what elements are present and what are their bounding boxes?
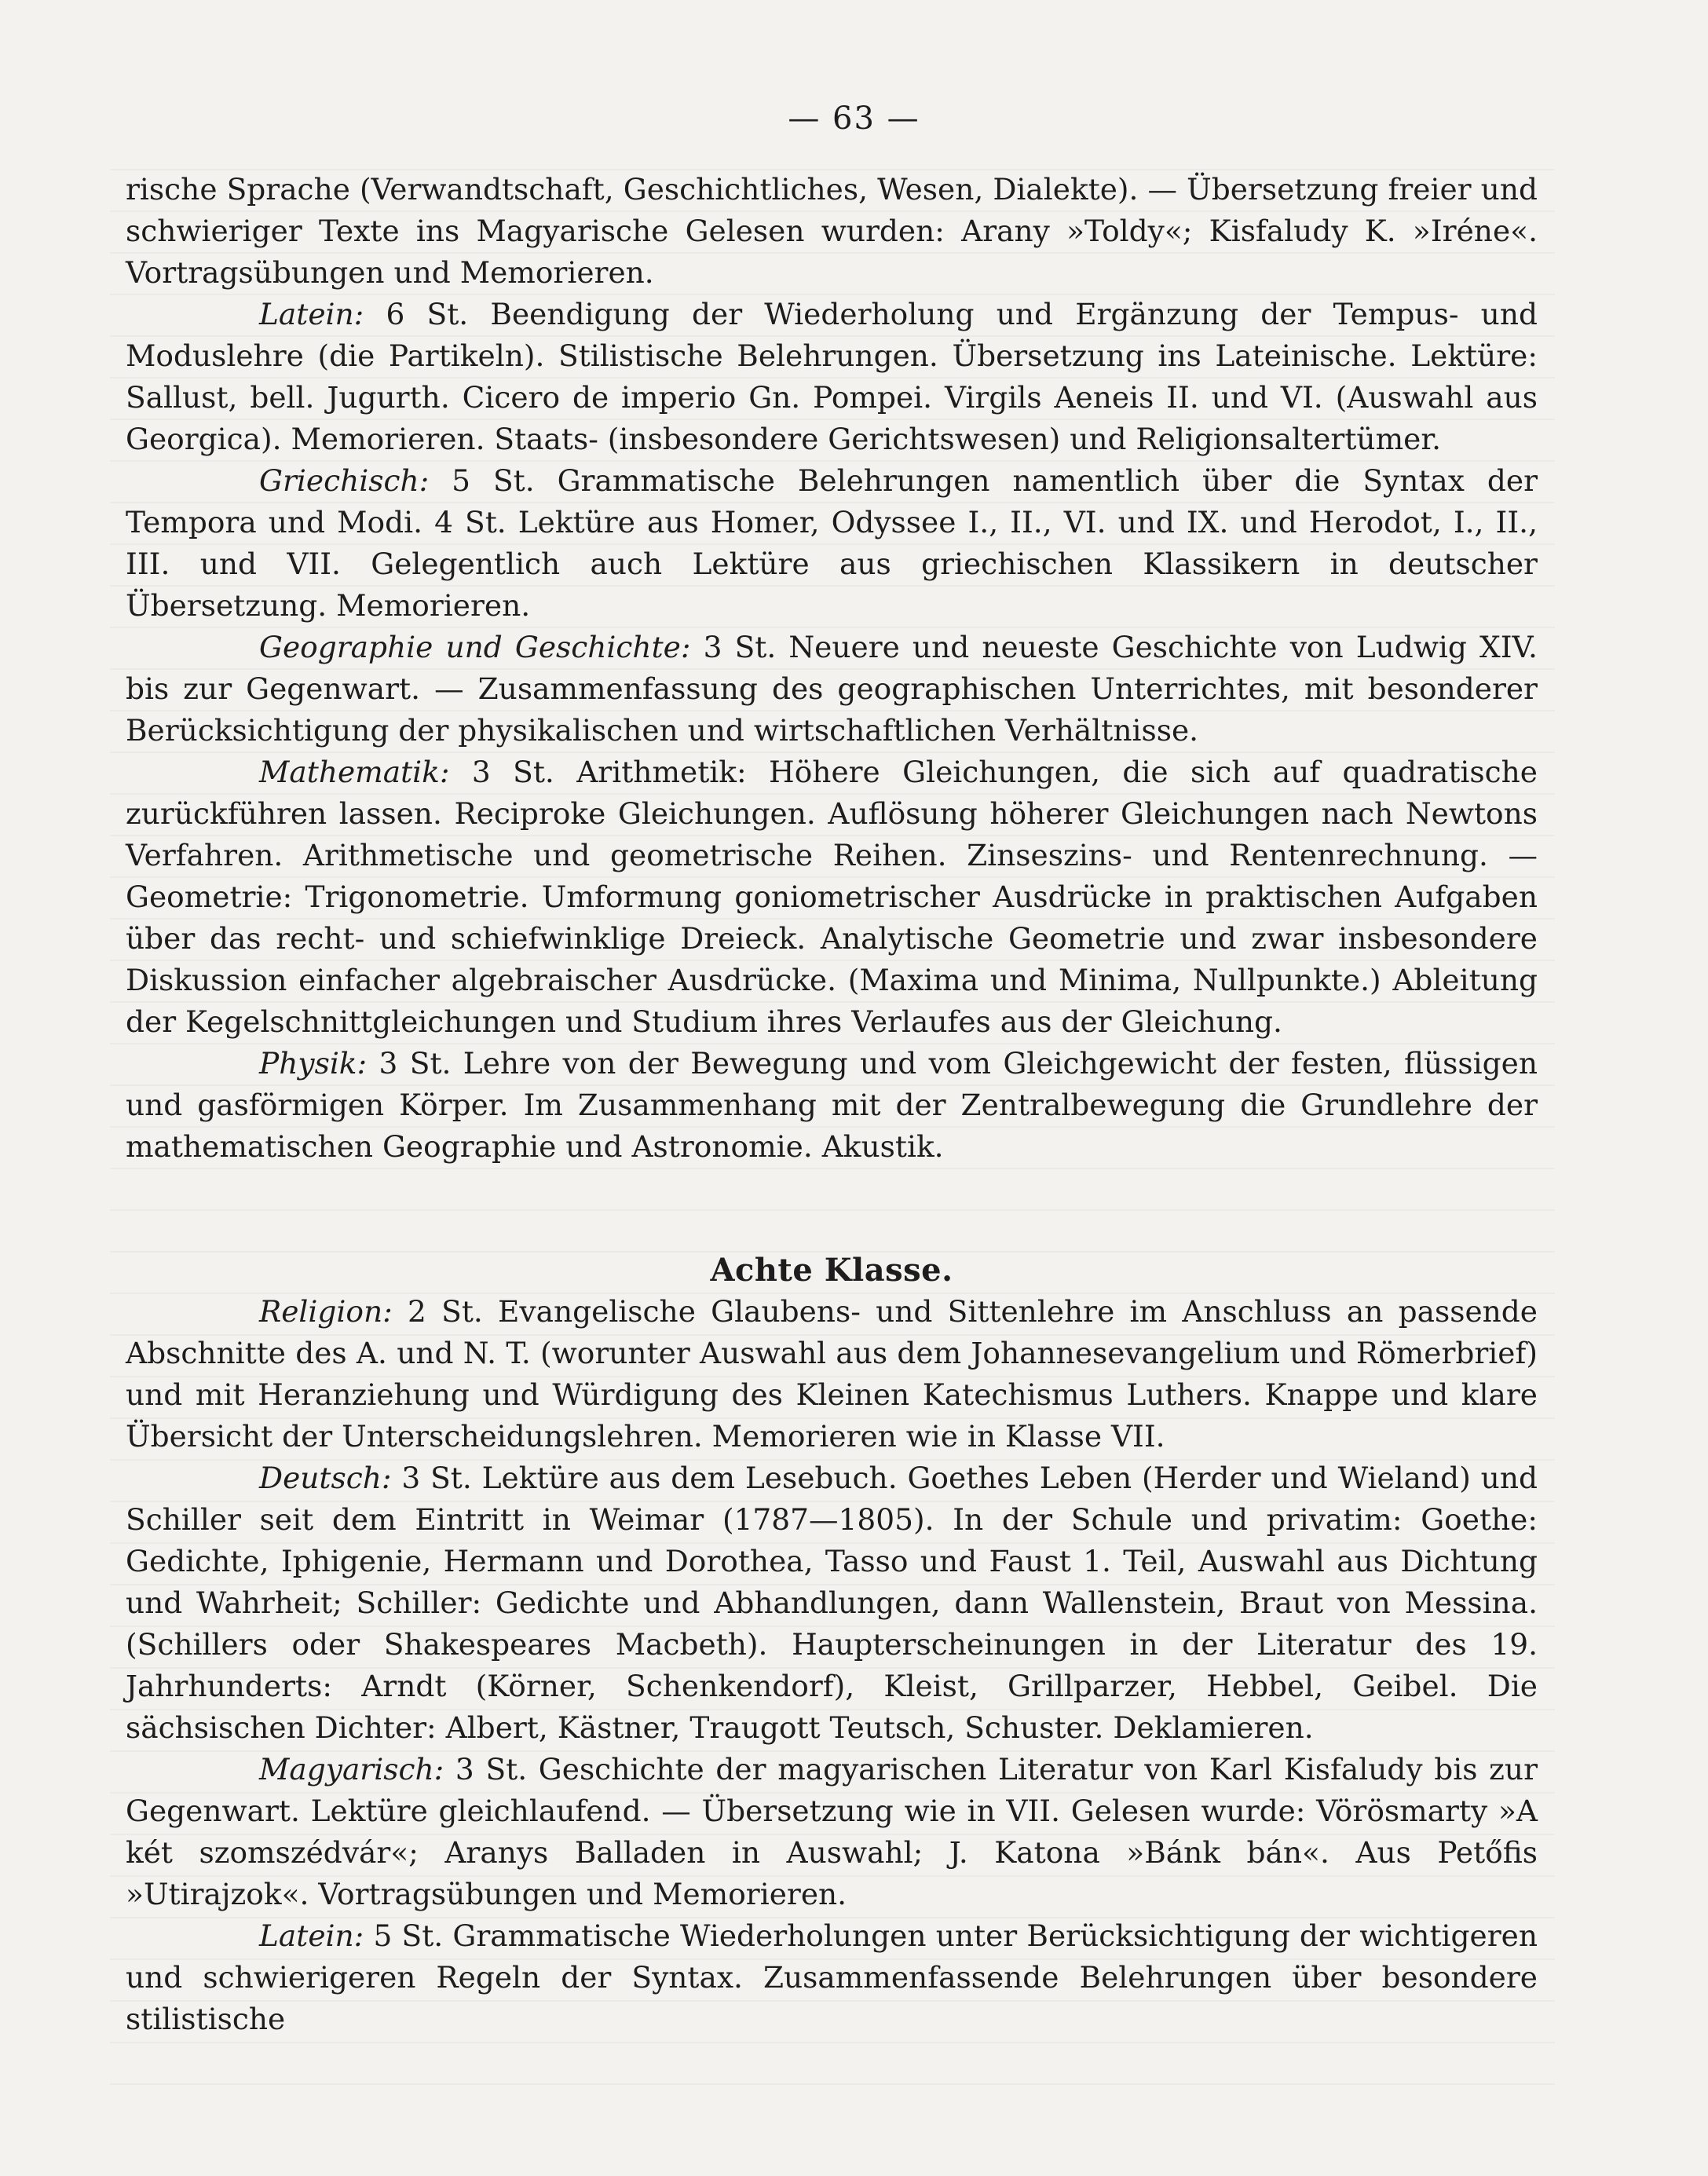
subject-label: Religion:	[259, 1294, 393, 1329]
paragraph-text: 5 St. Grammatische Belehrungen namentlich über die Syntax der Tempora und Modi. 4 St. Lektüre aus Homer, Odyssee I., II., VI. und IX. und Herodot, I., II., III. und VII. Gelegentlich auch Lektüre aus griechischen Klassikern in deutscher Übersetzung. Memorieren.	[126, 463, 1538, 623]
paragraph-deutsch	[126, 1457, 1538, 1749]
paragraph-continuation	[126, 169, 1538, 294]
subject-label: Geographie und Geschichte:	[259, 630, 691, 664]
paragraph-griechisch	[126, 460, 1538, 627]
paragraph-latein-7	[126, 294, 1538, 460]
page-number: — 63 —	[788, 101, 920, 137]
subject-label: Latein:	[259, 297, 364, 331]
paragraph-religion	[126, 1291, 1538, 1457]
paragraph-text: rische Sprache (Verwandtschaft, Geschichtliches, Wesen, Dialekte). — Übersetzung freier und schwieriger Texte ins Magyarische Gelesen wurden: Arany »Toldy«; Kisfaludy K. »Iréne«. Vortragsübungen und Memorieren.	[126, 172, 1538, 290]
paragraph-physik	[126, 1043, 1538, 1168]
paragraph-mathematik	[126, 752, 1538, 1043]
paragraph-text: 3 St. Neuere und neueste Geschichte von Ludwig XIV. bis zur Gegenwart. — Zusammenfassung des geographischen Unterrichtes, mit besonderer Berücksichtigung der physikalischen und wirtschaftlichen Verhältnisse.	[126, 630, 1538, 748]
paragraph-text: 3 St. Arithmetik: Höhere Gleichungen, die sich auf quadratische zurückführen lassen. Reciproke Gleichungen. Auflösung höherer Gleichungen nach Newtons Verfahren. Arithmetische und geometrische Reihen. Zinseszins- und Rentenrechnung. — Geometrie: Trigonometrie. Umformung goniometrischer Ausdrücke in praktischen Aufgaben über das recht- und schiefwinklige Dreieck. Analytische Geometrie und zwar insbesondere Diskussion einfacher algebraischer Ausdrücke. (Maxima und Minima, Nullpunkte.) Ableitung der Kegelschnittgleichungen und Studium ihres Verlaufes aus der Gleichung.	[126, 755, 1538, 1039]
paragraph-latein-8	[126, 1915, 1538, 2040]
subject-label: Physik:	[259, 1046, 368, 1081]
subject-label: Deutsch:	[259, 1461, 392, 1495]
paragraph-text: 5 St. Grammatische Wiederholungen unter Berücksichtigung der wichtigeren und schwierigeren Regeln der Syntax. Zusammenfassende Belehrungen über besondere stilistische	[126, 1918, 1538, 2036]
paragraph-geographie	[126, 627, 1538, 752]
section-heading: Achte Klasse.	[710, 1252, 953, 1289]
paragraph-text: 6 St. Beendigung der Wiederholung und Ergänzung der Tempus- und Moduslehre (die Partikeln). Stilistische Belehrungen. Übersetzung ins Lateinische. Lektüre: Sallust, bell. Jugurth. Cicero de imperio Gn. Pompei. Virgils Aeneis II. und VI. (Auswahl aus Georgica). Memorieren. Staats- (insbesondere Gerichtswesen) und Religionsaltertümer.	[126, 297, 1538, 456]
paragraph-text: 3 St. Geschichte der magyarischen Literatur von Karl Kisfaludy bis zur Gegenwart. Lektüre gleichlaufend. — Übersetzung wie in VII. Gelesen wurde: Vörösmarty »A két szomszédvár«; Aranys Balladen in Auswahl; J. Katona »Bánk bán«. Aus Petőfis »Utirajzok«. Vortragsübungen und Memorieren.	[126, 1752, 1538, 1911]
paragraph-magyarisch	[126, 1749, 1538, 1915]
subject-label: Latein:	[259, 1918, 364, 1953]
page-body	[126, 169, 1538, 2040]
subject-label: Mathematik:	[259, 755, 450, 789]
paragraph-text: 3 St. Lektüre aus dem Lesebuch. Goethes Leben (Herder und Wieland) und Schiller seit dem Eintritt in Weimar (1787—1805). In der Schule und privatim: Goethe: Gedichte, Iphigenie, Hermann und Dorothea, Tasso und Faust 1. Teil, Auswahl aus Dichtung und Wahrheit; Schiller: Gedichte und Abhandlungen, dann Wallenstein, Braut von Messina. (Schillers oder Shakespeares Macbeth). Haupterscheinungen in der Literatur des 19. Jahrhunderts: Arndt (Körner, Schenkendorf), Kleist, Grillparzer, Hebbel, Geibel. Die sächsischen Dichter: Albert, Kästner, Traugott Teutsch, Schuster. Deklamieren.	[126, 1461, 1538, 1745]
subject-label: Magyarisch:	[259, 1752, 444, 1787]
paragraph-text: 2 St. Evangelische Glaubens- und Sittenlehre im Anschluss an passende Abschnitte des A. und N. T. (worunter Auswahl aus dem Johannesevangelium und Römerbrief) und mit Heranziehung und Würdigung des Kleinen Katechismus Luthers. Knappe und klare Übersicht der Unterscheidungslehren. Memorieren wie in Klasse VII.	[126, 1294, 1538, 1454]
subject-label: Griechisch:	[259, 463, 430, 498]
paragraph-text: 3 St. Lehre von der Bewegung und vom Gleichgewicht der festen, flüssigen und gasförmigen Körper. Im Zusammenhang mit der Zentralbewegung die Grundlehre der mathematischen Geographie und Astronomie. Akustik.	[126, 1046, 1538, 1164]
